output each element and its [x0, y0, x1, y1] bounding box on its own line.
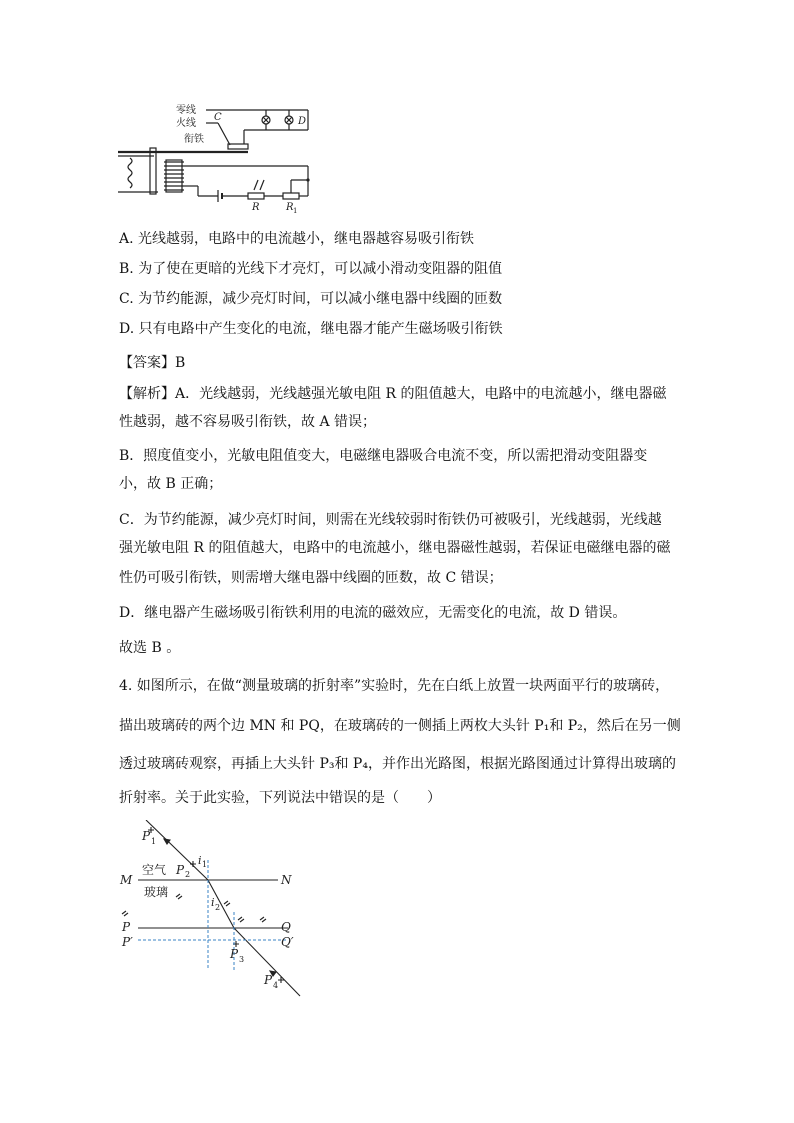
air-label: 空气 [142, 863, 167, 877]
q3-analysis-line: 强光敏电阻 R 的阻值越大，电路中的电流越小，继电器磁性越弱，若保证电磁继电器的磁 [119, 540, 671, 556]
angle-i1-label: i [198, 854, 202, 867]
angle-i1-sub: 1 [202, 860, 208, 869]
angle-i2-sub: 2 [215, 903, 221, 912]
neutral-wire-label: 零线 [176, 105, 196, 116]
q3-analysis-line: C．为节约能源，减少亮灯时间，则需在光线较弱时衔铁仍可被吸引，光线越弱，光线越 [119, 512, 662, 528]
q3-analysis-line: D．继电器产生磁场吸引衔铁利用的电流的磁效应，无需变化的电流，故 D 错误。 [119, 605, 627, 621]
q3-analysis-line: 性仍可吸引衔铁，则需增大继电器中线圈的匝数，故 C 错误； [119, 570, 503, 586]
pin-p1-sub: 1 [151, 837, 157, 846]
q3-conclusion: 故选 B 。 [119, 640, 181, 656]
lamp-d-label: D [298, 116, 307, 127]
pin-p2-sub: 2 [185, 870, 191, 879]
pin-p1-label: P [142, 829, 151, 843]
q3-analysis-line: 性越弱，越不容易吸引衔铁，故 A 错误； [119, 414, 377, 430]
contact-c-label: C [214, 112, 222, 123]
pin-p3-label: P [230, 947, 239, 961]
q4-stem-line: 透过玻璃砖观察，再插上大头针 P₃和 P₄，并作出光路图，根据光路图通过计算得出玻璃的 [119, 756, 676, 772]
pin-p3-sub: 3 [239, 955, 245, 964]
relay-circuit-figure [118, 100, 328, 215]
q3-analysis-line: B．照度值变小，光敏电阻值变大，电磁继电器吸合电流不变，所以需把滑动变阻器变 [119, 448, 648, 464]
q3-option-d: D. 只有电路中产生变化的电流，继电器才能产生磁场吸引衔铁 [119, 321, 503, 337]
pin-p2-label: P [176, 863, 185, 877]
q3-option-b: B. 为了使在更暗的光线下才亮灯，可以减小滑动变阻器的阻值 [119, 261, 503, 277]
photoresistor-label: R [252, 202, 260, 213]
q4-stem-line: 折射率。关于此实验，下列说法中错误的是（ ） [119, 790, 441, 806]
rheostat-label-sub: 1 [293, 207, 298, 215]
point-p-prime-label: P′ [122, 935, 133, 949]
q4-stem-line: 描出玻璃砖的两个边 MN 和 PQ，在玻璃砖的一侧插上两枚大头针 P₁和 P₂，然后在另一侧 [119, 718, 681, 734]
q3-option-a: A. 光线越弱，电路中的电流越小，继电器越容易吸引衔铁 [119, 231, 475, 247]
point-q-label: Q [281, 920, 291, 934]
q4-stem-line: 4. 如图所示，在做“测量玻璃的折射率”实验时，先在白纸上放置一块两面平行的玻璃砖， [119, 678, 670, 694]
armature-label: 衔铁 [184, 134, 204, 145]
rheostat-label: R [286, 202, 294, 213]
q3-analysis-line: 【解析】A．光线越弱，光线越强光敏电阻 R 的阻值越大，电路中的电流越小，继电器磁 [119, 386, 667, 402]
q3-answer: 【答案】B [119, 355, 186, 371]
q3-analysis-line: 小，故 B 正确； [119, 476, 223, 492]
point-q-prime-label: Q′ [281, 935, 294, 949]
point-n-label: N [281, 873, 292, 887]
pin-p4-sub: 4 [273, 981, 279, 990]
q3-option-c: C. 为节约能源，减少亮灯时间，可以减小继电器中线圈的匝数 [119, 291, 503, 307]
point-p-label: P [122, 920, 131, 934]
refraction-experiment-figure [118, 820, 308, 1005]
angle-i2-label: i [211, 896, 215, 909]
pin-p4-label: P [264, 973, 273, 987]
glass-label: 玻璃 [144, 885, 169, 899]
point-m-label: M [120, 873, 133, 887]
live-wire-label: 火线 [176, 118, 196, 129]
